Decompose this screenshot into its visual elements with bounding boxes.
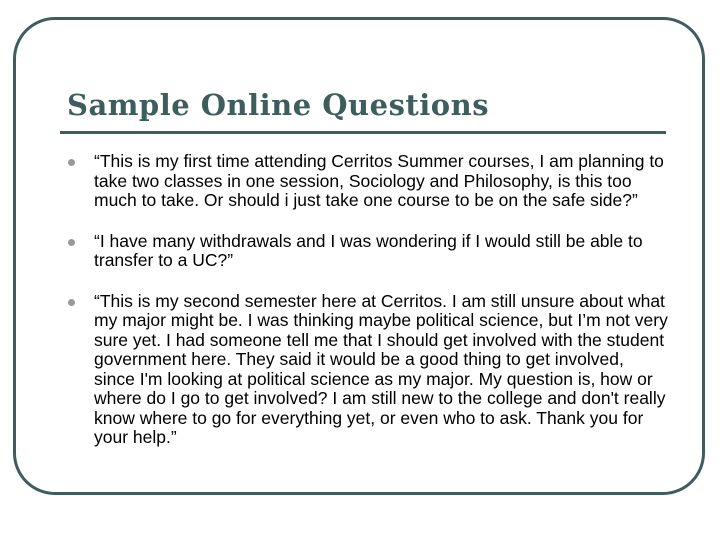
title-divider <box>60 131 666 134</box>
question-item <box>68 292 668 448</box>
question-item <box>68 232 668 271</box>
bullet-icon <box>68 239 75 246</box>
bullet-icon <box>68 299 75 306</box>
question-list <box>68 152 668 448</box>
bullet-icon <box>68 159 75 166</box>
question-text: “This is my first time attending Cerritos Summer courses, I am planning to take two classes in one session, Sociology and Philosophy, is this too much to take. Or should i just take one course to be on the safe side?” <box>94 151 664 210</box>
question-text: “This is my second semester here at Cerritos. I am still unsure about what my major might be. I was thinking maybe political science, but I’m not very sure yet. I had someone tell me that I should get involved with the student government here. They said it would be a good thing to get involved, since I'm looking at political science as my major. My question is, how or where do I go to get involved? I am still new to the college and don't really know where to go for everything yet, or even who to ask. Thank you for your help.” <box>94 290 668 447</box>
question-text: “I have many withdrawals and I was wondering if I would still be able to transfer to a UC?” <box>94 230 643 270</box>
slide-title: Sample Online Questions <box>67 88 490 122</box>
question-item <box>68 152 668 211</box>
